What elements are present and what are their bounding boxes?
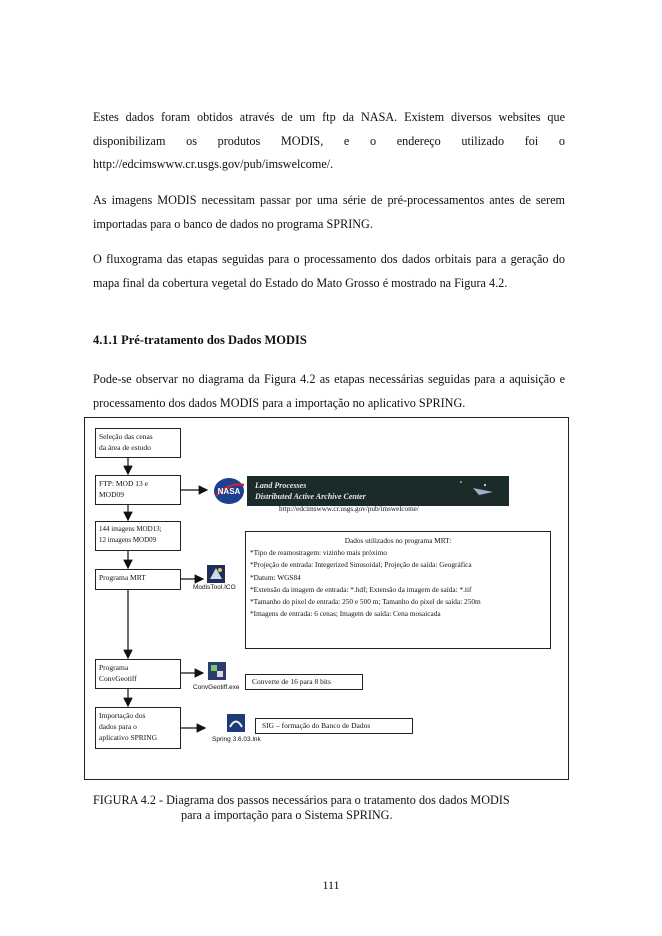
step-line: MOD09 xyxy=(99,490,125,499)
modis-tool-label: ModisTool.ICO xyxy=(193,584,236,591)
mrt-param-line: *Tamanho do pixel de entrada: 250 e 500 m; Tamanho do pixel de saída: 250m xyxy=(250,597,481,607)
section-heading: 4.1.1 Pré-tratamento dos Dados MODIS xyxy=(93,333,307,347)
step-line: FTP: MOD 13 e xyxy=(99,479,148,488)
banner-url: http://edcimswww.cr.usgs.gov/pub/imswelcome/ xyxy=(279,505,419,513)
modis-tool-icon xyxy=(207,565,225,583)
lpdaac-banner xyxy=(211,476,509,506)
step-imagens xyxy=(95,521,181,551)
step-line: ConvGeotiff xyxy=(99,674,137,683)
spring-icon xyxy=(227,714,245,732)
mrt-param-line: *Tipo de reamostragem: vizinho mais próximo xyxy=(250,548,387,558)
banner-title-1: Land Processes xyxy=(255,481,307,490)
step-importacao xyxy=(95,707,181,749)
step-line: da área de estudo xyxy=(99,443,151,452)
paragraph-2: As imagens MODIS necessitam passar por uma série de pré-processamentos antes de serem importadas para o banco de dados no programa SPRING. xyxy=(93,193,565,231)
mrt-param-line: *Datum: WGS84 xyxy=(250,572,301,582)
figure-caption xyxy=(93,793,573,823)
step-line: dados para o xyxy=(99,722,137,731)
paragraph-1: Estes dados foram obtidos através de um ftp da NASA. Existem diversos websites que disponibilizam os produtos MODIS, e o endereço utilizado foi o http://edcimswww.cr.usgs.gov/pub/imswelcome/. xyxy=(93,110,565,171)
step-selecao xyxy=(95,428,181,458)
mrt-parameters-title: Dados utilizados no programa MRT: xyxy=(344,536,452,545)
sig-note: SIG – formação do Banco de Dados xyxy=(262,721,371,730)
nasa-logo-text: NASA xyxy=(217,487,241,496)
convert-note-box xyxy=(245,674,363,690)
step-mrt xyxy=(95,569,181,590)
step-line: Programa MRT xyxy=(99,573,146,582)
banner-title-2: Distributed Active Archive Center xyxy=(255,492,366,501)
mrt-param-line: *Imagens de entrada: 6 cenas; Imagem de saída: Cena mosaicada xyxy=(250,609,441,619)
paragraph-3: O fluxograma das etapas seguidas para o processamento dos dados orbitais para a geração do mapa final da cobertura vegetal do Estado do Mato Grosso é mostrado na Figura 4.2. xyxy=(93,252,565,290)
step-line: 12 imagens MOD09 xyxy=(99,536,157,544)
mrt-parameters-box xyxy=(245,531,551,649)
spring-label: Spring 3.6.03.lnk xyxy=(212,736,261,743)
step-ftp xyxy=(95,475,181,505)
sig-note-box xyxy=(255,718,413,734)
convgeotiff-label: ConvGeotiff.exe xyxy=(193,684,240,691)
caption-line-2: para a importação para o Sistema SPRING. xyxy=(181,808,393,822)
step-line: Seleção das cenas xyxy=(99,432,153,441)
step-line: Programa xyxy=(99,663,129,672)
convert-note: Converte de 16 para 8 bits xyxy=(252,677,331,686)
caption-line-1: FIGURA 4.2 - Diagrama dos passos necessários para o tratamento dos dados MODIS xyxy=(93,793,510,807)
page-number: 111 xyxy=(322,878,340,892)
step-line: 144 imagens MOD13; xyxy=(99,525,162,533)
convgeotiff-icon xyxy=(208,662,226,680)
step-line: aplicativo SPRING xyxy=(99,733,158,742)
step-convgeotiff xyxy=(95,659,181,689)
flowchart-figure xyxy=(84,417,569,780)
mrt-param-line: *Extensão da imagem de entrada: *.hdf; Extensão da imagem de saída: *.tif xyxy=(250,584,472,594)
paragraph-4: Pode-se observar no diagrama da Figura 4.2 as etapas necessárias seguidas para a aquisição e processamento dos dados MODIS para a importação no aplicativo SPRING. xyxy=(93,372,565,410)
mrt-param-line: *Projeção de entrada: Integerized Sinusoidal; Projeção de saída: Geográfica xyxy=(250,560,472,570)
step-line: Importação dos xyxy=(99,711,146,720)
